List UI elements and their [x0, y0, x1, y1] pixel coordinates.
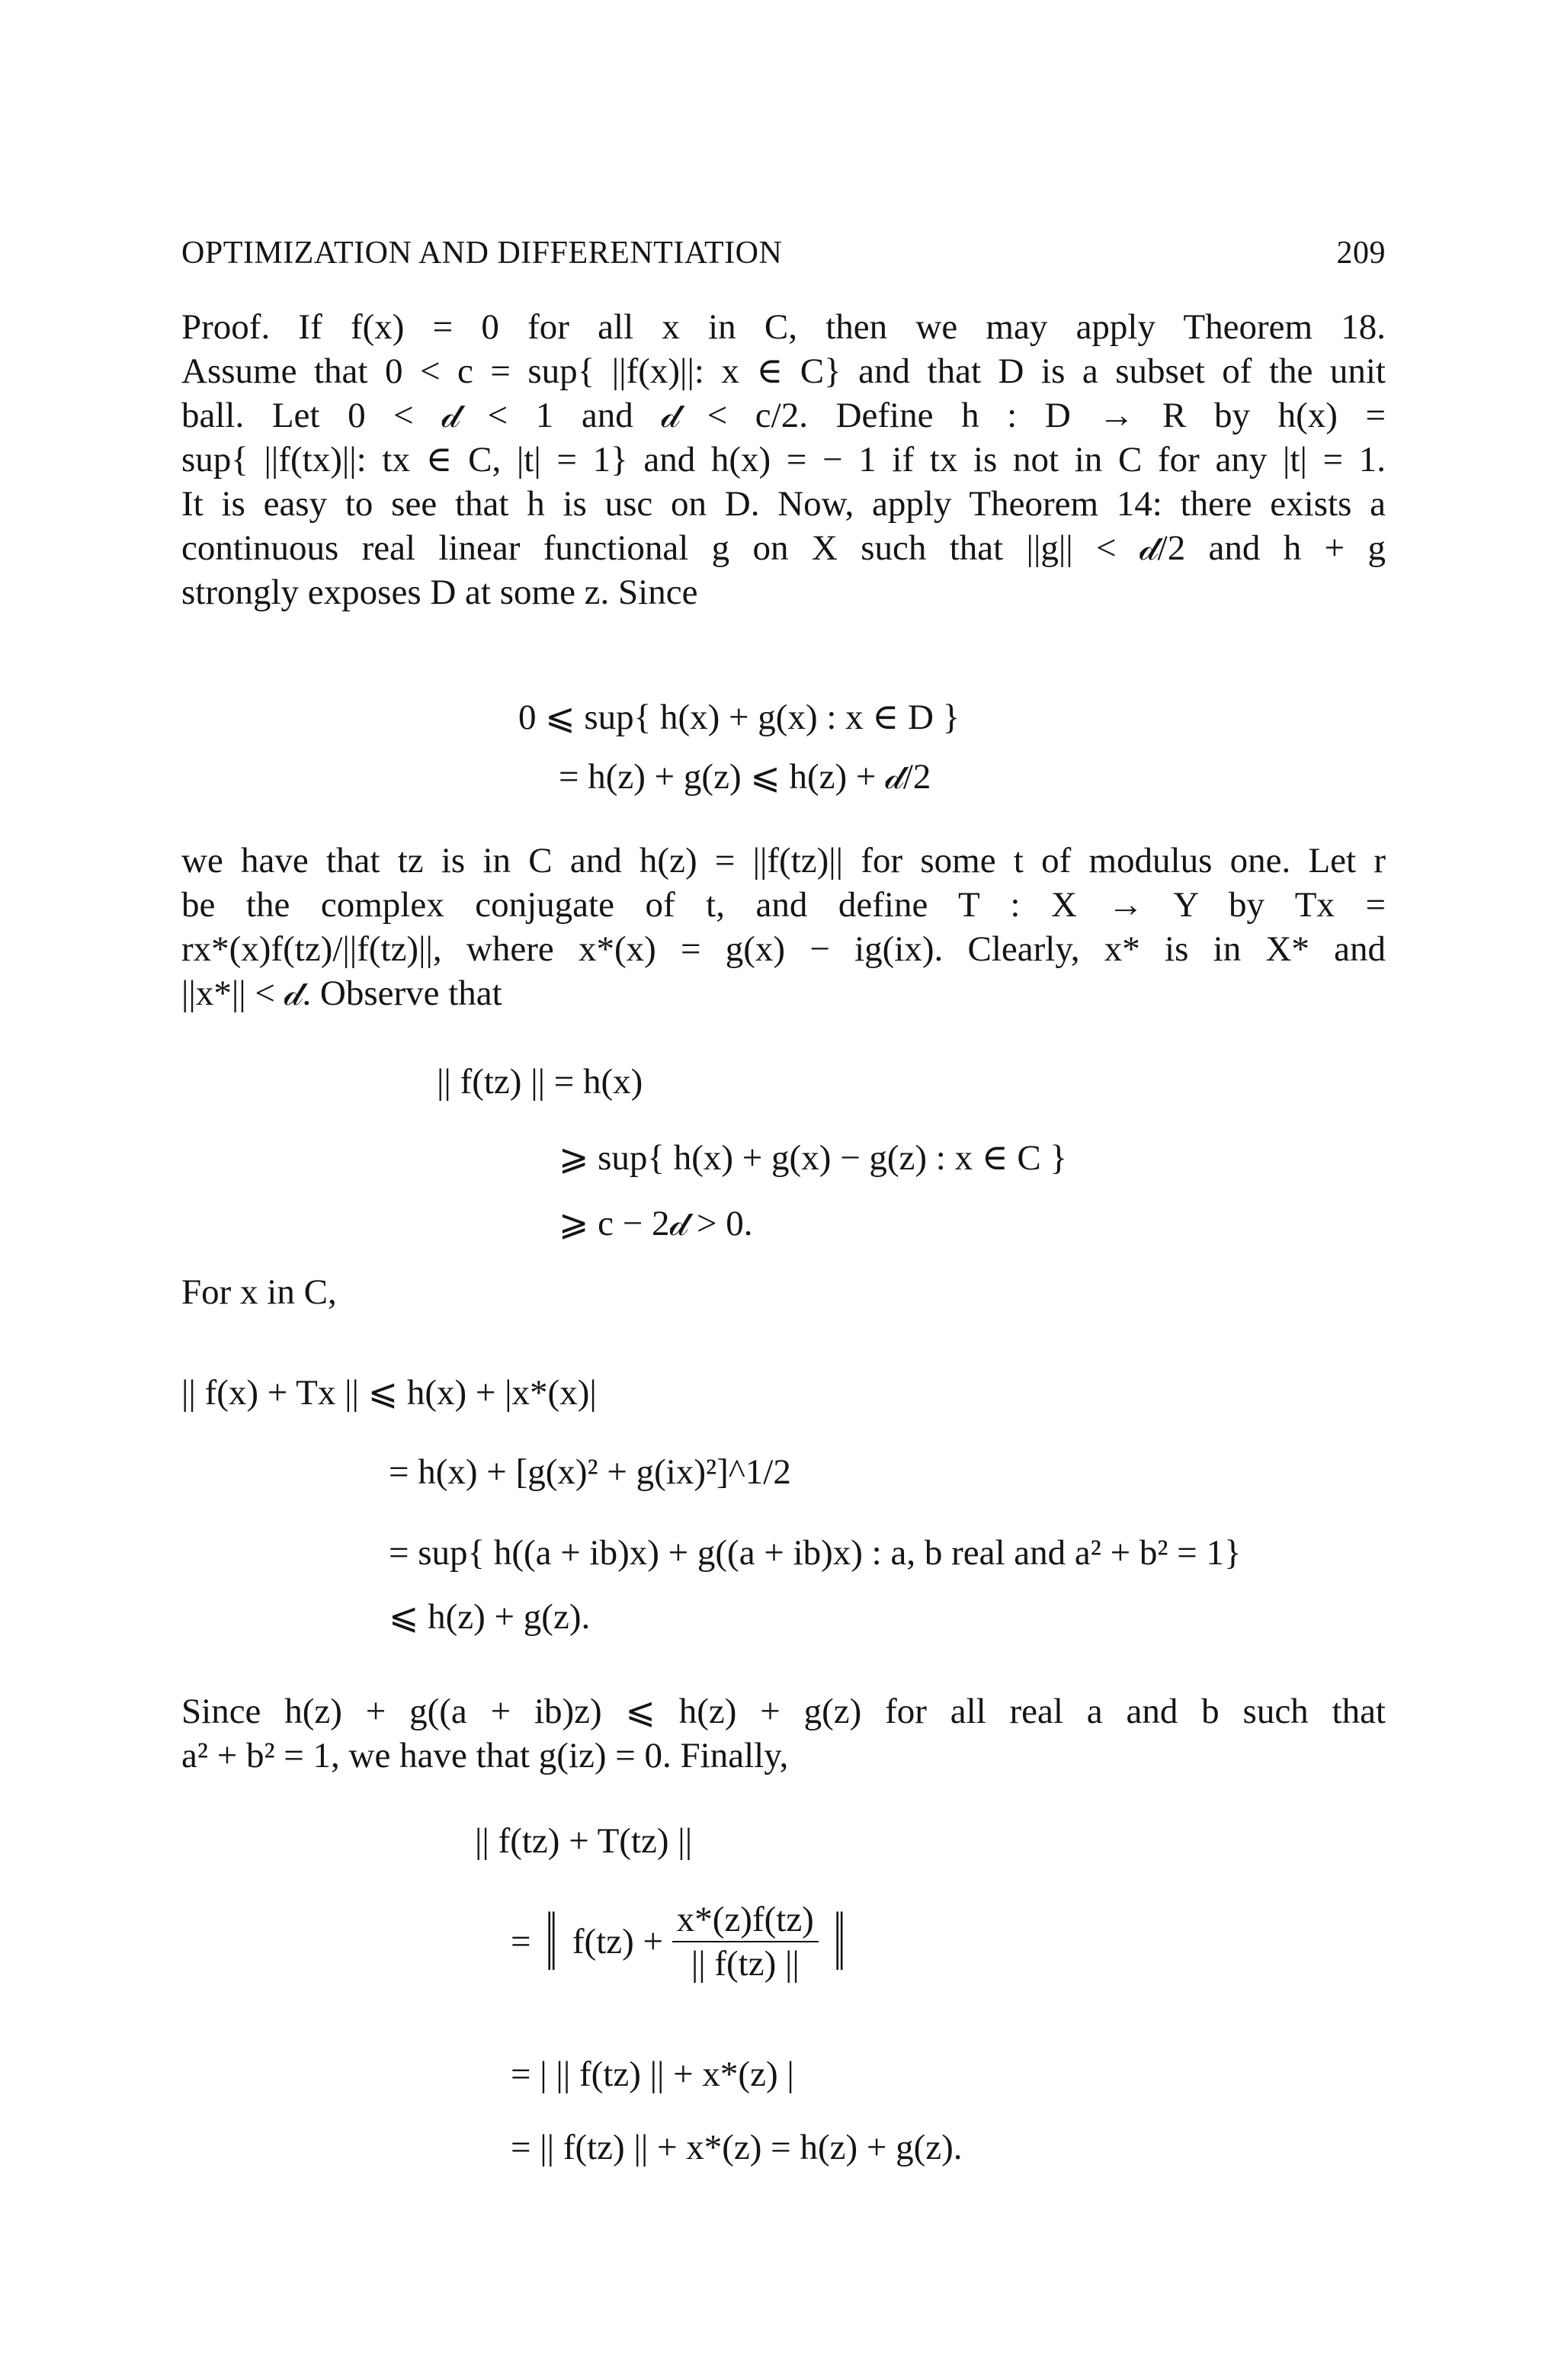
- paragraph-3: [181, 1689, 1386, 1778]
- equals-sign: =: [511, 1922, 531, 1961]
- text-line: strongly exposes D at some z. Since: [181, 573, 698, 612]
- equation-bound-line-2: = h(x) + [g(x)² + g(ix)²]^1/2: [389, 1452, 791, 1492]
- equation-norm-line-1: || f(tz) || = h(x): [437, 1062, 643, 1102]
- running-header: [181, 235, 1386, 271]
- text-line: continuous real linear functional g on X such that ||g|| < 𝒹/2 and h + g: [181, 528, 1386, 568]
- proof-paragraph: [181, 305, 1386, 614]
- text-line: be the complex conjugate of t, and define T : X → Y by Tx =: [181, 885, 1386, 925]
- fraction: [672, 1898, 819, 1985]
- text-line: rx*(x)f(tz)/||f(tz)||, where x*(x) = g(x) − ig(ix). Clearly, x* is in X* and: [181, 929, 1386, 969]
- text-line: ||x*|| < 𝒹. Observe that: [181, 973, 502, 1013]
- norm-bar-right: ‖: [833, 1895, 845, 1988]
- text-line: Assume that 0 < c = sup{ ||f(x)||: x ∈ C} and that D is a subset of the unit: [181, 351, 1386, 391]
- text-line: sup{ ||f(tx)||: tx ∈ C, |t| = 1} and h(x) = − 1 if tx is not in C for any |t| = 1.: [181, 440, 1386, 480]
- paragraph-2: [181, 839, 1386, 1015]
- equation-final-line-3: = | || f(tz) || + x*(z) |: [511, 2054, 794, 2094]
- equation-norm-line-3: ⩾ c − 2𝒹 > 0.: [559, 1204, 753, 1243]
- f-tz-term: f(tz) +: [572, 1922, 664, 1961]
- for-x-in-c-text: For x in C,: [181, 1272, 337, 1312]
- fraction-denominator: || f(tz) ||: [691, 1944, 800, 1984]
- page-number: 209: [1336, 236, 1386, 271]
- equation-final-line-1: || f(tz) + T(tz) ||: [475, 1821, 693, 1861]
- equation-bound-line-4: ⩽ h(z) + g(z).: [389, 1597, 591, 1637]
- equation-sup-line-1: 0 ⩽ sup{ h(x) + g(x) : x ∈ D }: [518, 698, 960, 737]
- running-title: OPTIMIZATION AND DIFFERENTIATION: [181, 236, 783, 271]
- fraction-numerator: x*(z)f(tz): [672, 1898, 819, 1942]
- equation-norm-line-2: ⩾ sup{ h(x) + g(x) − g(z) : x ∈ C }: [559, 1138, 1068, 1178]
- text-line: a² + b² = 1, we have that g(iz) = 0. Finally,: [181, 1736, 789, 1775]
- equation-final-line-4: = || f(tz) || + x*(z) = h(z) + g(z).: [511, 2128, 963, 2167]
- equation-bound-line-3: = sup{ h((a + ib)x) + g((a + ib)x) : a, b real and a² + b² = 1}: [389, 1533, 1242, 1573]
- equation-bound-line-1: || f(x) + Tx || ⩽ h(x) + |x*(x)|: [181, 1373, 597, 1413]
- text-line: It is easy to see that h is usc on D. Now, apply Theorem 14: there exists a: [181, 484, 1386, 524]
- text-line: Since h(z) + g((a + ib)z) ⩽ h(z) + g(z) for all real a and b such that: [181, 1692, 1386, 1731]
- text-line: we have that tz is in C and h(z) = ||f(tz)|| for some t of modulus one. Let r: [181, 841, 1386, 880]
- norm-bar-left: ‖: [545, 1895, 558, 1988]
- equation-sup-line-2: = h(z) + g(z) ⩽ h(z) + 𝒹/2: [559, 757, 931, 797]
- equation-final-line-2: [511, 1895, 851, 2005]
- text-line: Proof. If f(x) = 0 for all x in C, then we may apply Theorem 18.: [181, 307, 1386, 347]
- text-line: ball. Let 0 < 𝒹 < 1 and 𝒹 < c/2. Define h : D → R by h(x) =: [181, 396, 1386, 435]
